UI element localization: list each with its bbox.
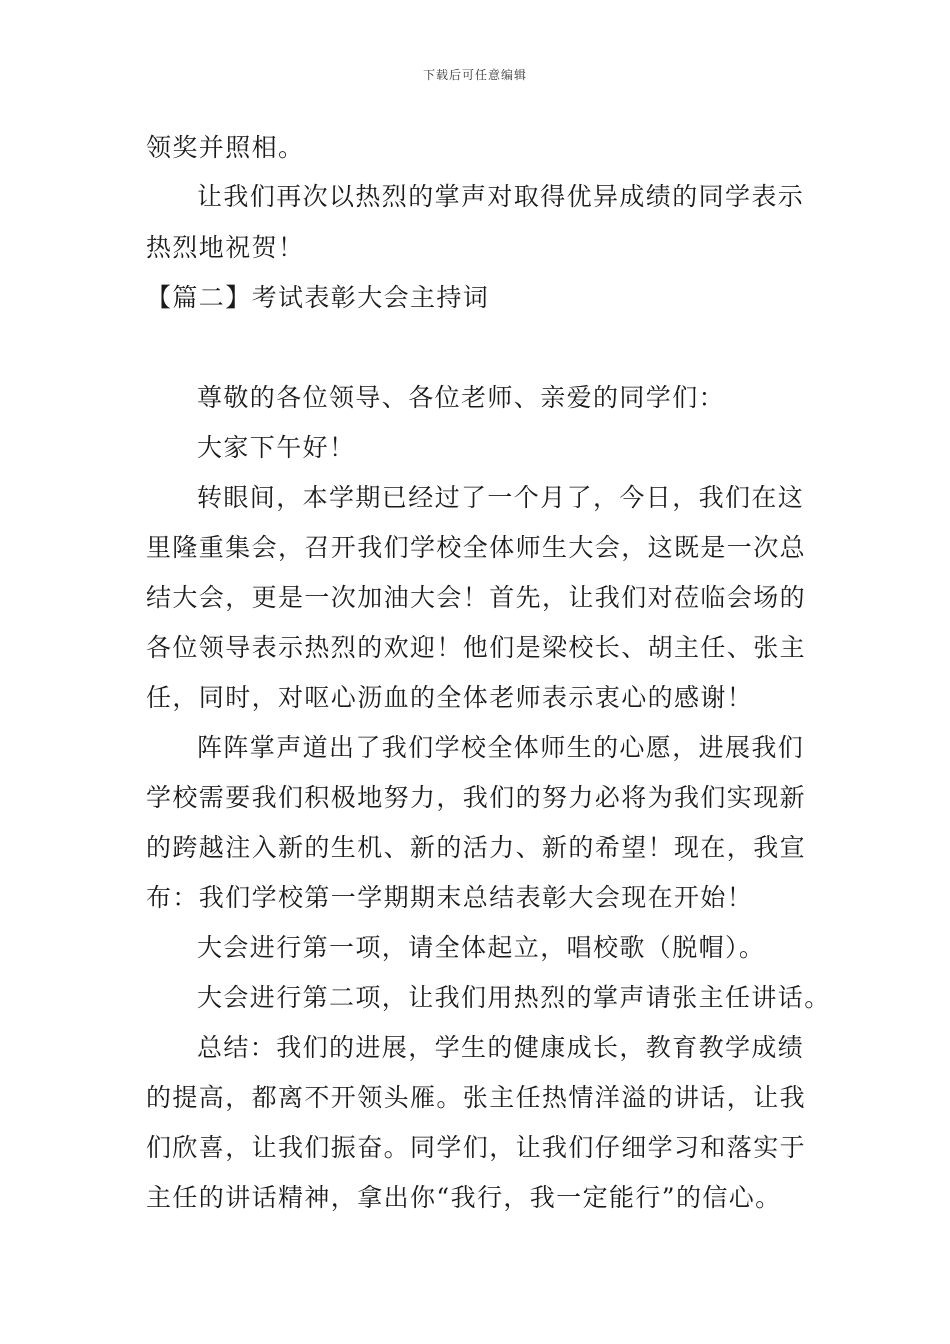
text-line: 主任的讲话精神，拿出你“我行，我一定能行”的信心。 (146, 1183, 782, 1212)
text-line: 的提高，都离不开领头雁。张主任热情洋溢的讲话，让我 (146, 1083, 807, 1112)
text-line: 的跨越注入新的生机、新的活力、新的希望！现在，我宣 (146, 833, 807, 862)
text-line: 布：我们学校第一学期期末总结表彰大会现在开始！ (146, 883, 754, 912)
text-line: 大会进行第二项，让我们用热烈的掌声请张主任讲话。 (197, 983, 831, 1012)
text-line: 转眼间，本学期已经过了一个月了，今日，我们在这 (197, 483, 805, 512)
text-line: 大会进行第一项，请全体起立，唱校歌（脱帽）。 (197, 933, 766, 962)
text-line: 阵阵掌声道出了我们学校全体师生的心愿，进展我们 (197, 733, 805, 762)
text-line: 各位领导表示热烈的欢迎！他们是梁校长、胡主任、张主 (146, 633, 807, 662)
text-line: 领奖并照相。 (146, 133, 305, 162)
text-line: 里隆重集会，召开我们学校全体师生大会，这既是一次总 (146, 533, 807, 562)
text-line: 结大会，更是一次加油大会！首先，让我们对莅临会场的 (146, 583, 807, 612)
text-line: 总结：我们的进展，学生的健康成长，教育教学成绩 (197, 1033, 805, 1062)
section-heading: 【篇二】考试表彰大会主持词 (146, 283, 490, 312)
text-line: 们欣喜，让我们振奋。同学们，让我们仔细学习和落实于 (146, 1133, 807, 1162)
text-line: 任，同时，对呕心沥血的全体老师表示衷心的感谢！ (146, 683, 754, 712)
text-line: 大家下午好！ (197, 433, 356, 462)
text-line: 让我们再次以热烈的掌声对取得优异成绩的同学表示 (197, 182, 805, 211)
text-line: 热烈地祝贺！ (146, 233, 305, 262)
text-line: 学校需要我们积极地努力，我们的努力必将为我们实现新 (146, 783, 807, 812)
page-header: 下载后可任意编辑 (422, 68, 527, 82)
text-line: 尊敬的各位领导、各位老师、亲爱的同学们： (197, 383, 726, 412)
